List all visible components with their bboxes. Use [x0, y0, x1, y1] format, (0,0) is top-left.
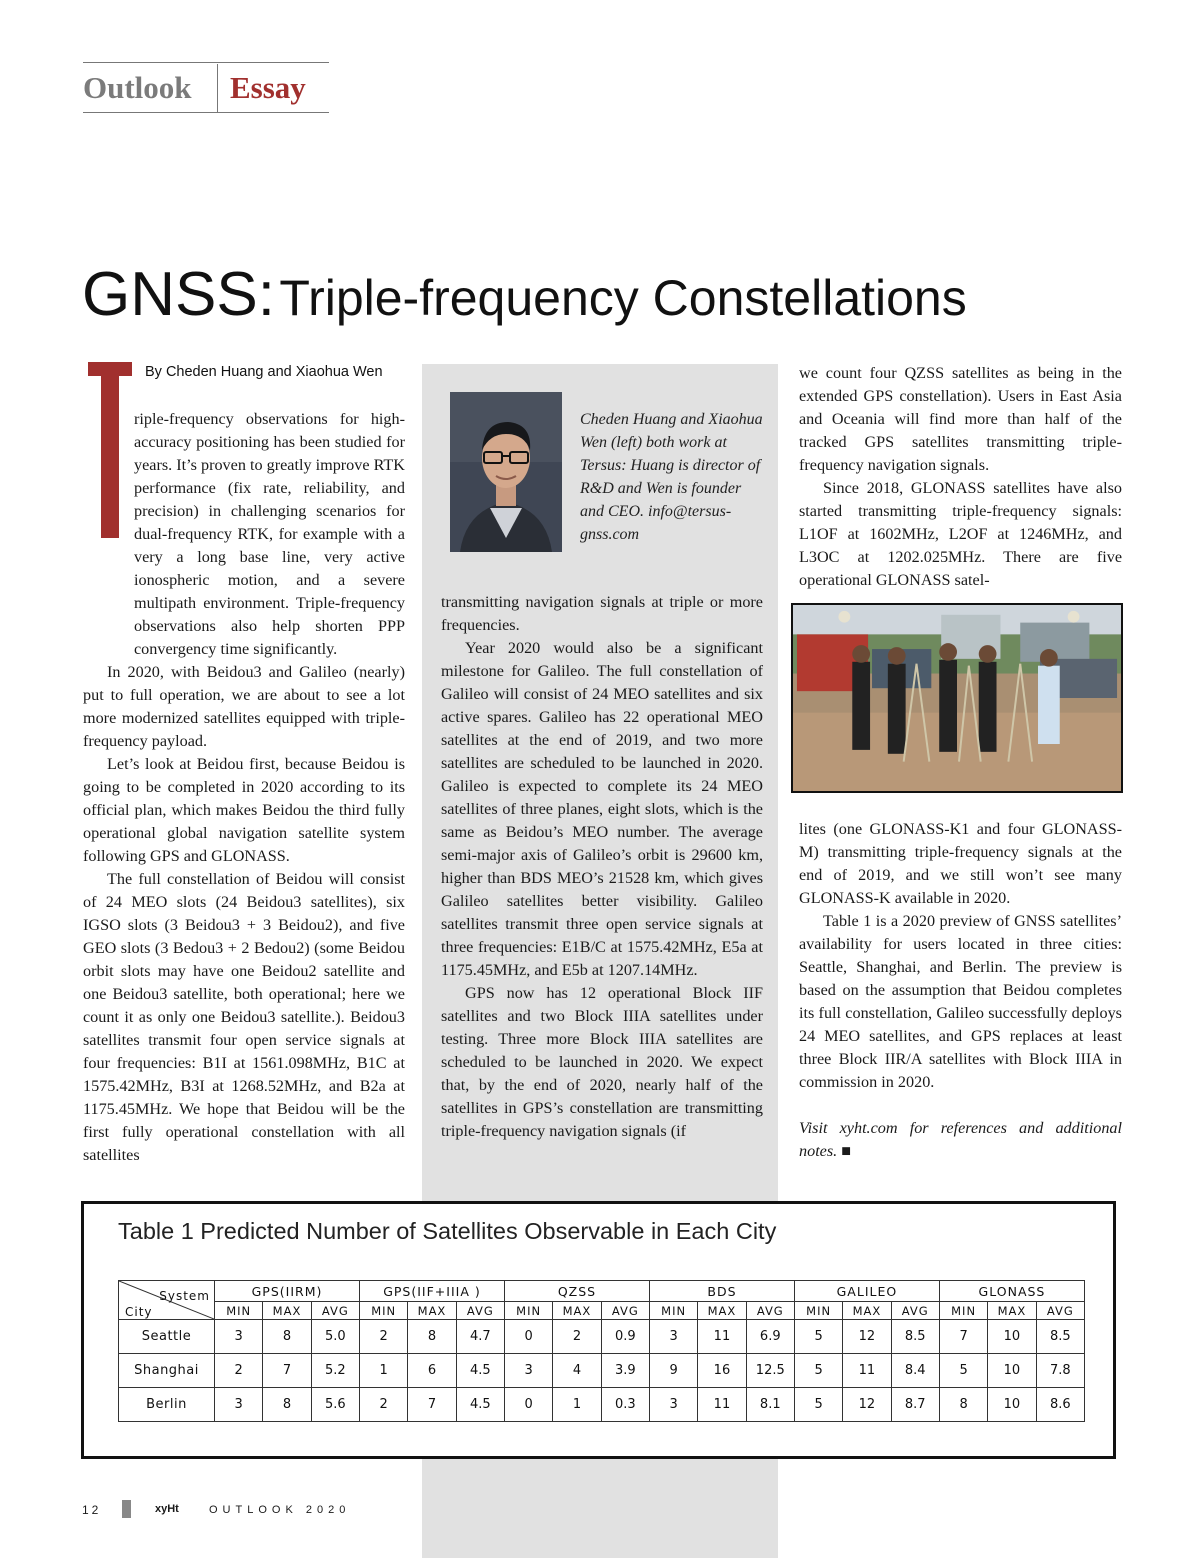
col1-para-2: In 2020, with Beidou3 and Galileo (nearly) put to full operation, we are about to see a lot more modernized satellites equipped with triple-frequency payload. [83, 663, 405, 750]
section-label: Outlook [83, 70, 192, 105]
value-cell: 12 [843, 1320, 891, 1354]
title-main: Triple-frequency Constellations [279, 270, 967, 326]
col2-para-1: transmitting navigation signals at triple or more frequencies. [441, 593, 763, 634]
value-cell: 0 [504, 1388, 552, 1422]
value-cell: 3 [649, 1320, 697, 1354]
article-title [82, 255, 967, 351]
subheader-cell: MAX [843, 1302, 891, 1320]
value-cell: 12 [843, 1388, 891, 1422]
value-cell: 4.5 [456, 1354, 504, 1388]
subheader-cell: MIN [215, 1302, 263, 1320]
subheader-cell: MIN [794, 1302, 842, 1320]
value-cell: 7 [263, 1354, 311, 1388]
value-cell: 8.7 [891, 1388, 939, 1422]
value-cell: 5 [794, 1354, 842, 1388]
table-body [119, 1320, 1085, 1422]
value-cell: 10 [988, 1388, 1036, 1422]
col1-para-4: The full constellation of Beidou will consist of 24 MEO slots (24 Beidou3 satellites), six IGSO slots (3 Beidou3 + 3 Beidou2), and five GEO slots (3 Bedou3 + 2 Bedou2) (some Beidou orbit slots may have one Beidou2 satellite and one Beidou3 satellite, both operational; here we count it as only one Beidou3 satellite.). Beidou3 satellites transmit four open service signals at four frequencies: B1I at 1561.098MHz, B1C at 1575.42MHz, B3I at 1268.52MHz, and B2a at 1175.45MHz. We hope that Beidou will be the first fully operational constellation with all satellites [83, 870, 405, 1164]
table-corner [119, 1281, 215, 1320]
field-team-photo [791, 603, 1123, 793]
value-cell: 2 [553, 1320, 601, 1354]
footer-bar [122, 1500, 131, 1518]
satellite-table [118, 1280, 1085, 1422]
value-cell: 3 [215, 1388, 263, 1422]
city-cell: Berlin [119, 1388, 215, 1422]
value-cell: 8.4 [891, 1354, 939, 1388]
value-cell: 8 [263, 1320, 311, 1354]
value-cell: 6 [408, 1354, 456, 1388]
system-header: QZSS [504, 1281, 649, 1302]
header-rule-bottom [83, 112, 329, 113]
col3-para-4: Table 1 is a 2020 preview of GNSS satellites’ availability for users located in three cities: Seattle, Shanghai, and Berlin. The preview is based on the assumption that Beidou completes its full constellation, Galileo successfully deploys 24 MEO satellites, and GPS replaces at least three Block IIR/A satellites with Block IIIA in commission in 2020. [799, 912, 1122, 1091]
col1-para-1: riple-frequency observations for high-accuracy positioning has been studied for years. It’s proven to greatly improve RTK performance (fix rate, reliability, and precision) in challenging scenarios for dual-frequency RTK, for example with a very a long base line, very active ionospheric motion, and a severe multipath environment. Triple-frequency observations also help shorten PPP convergency time significantly. [134, 410, 405, 658]
value-cell: 16 [698, 1354, 746, 1388]
subheader-row [119, 1302, 1085, 1320]
value-cell: 1 [359, 1354, 407, 1388]
value-cell: 5.2 [311, 1354, 359, 1388]
city-cell: Shanghai [119, 1354, 215, 1388]
subheader-cell: AVG [311, 1302, 359, 1320]
value-cell: 5 [939, 1354, 987, 1388]
subheader-cell: MIN [504, 1302, 552, 1320]
value-cell: 3 [215, 1320, 263, 1354]
col1-para-1-head [83, 408, 405, 661]
value-cell: 10 [988, 1320, 1036, 1354]
col3-para-2: Since 2018, GLONASS satellites have also started transmitting triple-frequency signals: L1OF at 1602MHz, L2OF at 1246MHz, and L3OC at 1202.025MHz. There are five operational GLONASS satel- [799, 479, 1122, 589]
col1-para-3: Let’s look at Beidou first, because Beidou is going to be completed in 2020 according to its official plan, which makes Beidou the third fully operational global navigation satellite system following GPS and GLONASS. [83, 755, 405, 865]
value-cell: 0 [504, 1320, 552, 1354]
subheader-cell: AVG [456, 1302, 504, 1320]
value-cell: 11 [698, 1320, 746, 1354]
col2-para-2: Year 2020 would also be a significant milestone for Galileo. The full constellation of Galileo will consist of 24 MEO satellites and six active spares. Galileo has 22 operational MEO satellites at the end of 2019, and two more satellites are scheduled to be launched in 2020. Galileo is expected to complete its 24 MEO satellites of three planes, eight slots, which is the same as Beidou’s MEO number. The average semi-major axis of Galileo’s orbit is 29600 km, higher than BDS MEO’s 21528 km, which gives Galileo satellites better visibility. Galileo satellites transmit three open service signals at three frequencies: E1B/C at 1575.42MHz, E5a at 1175.45MHz, and E5b at 1207.14MHz. [441, 639, 763, 979]
subheader-cell: MAX [988, 1302, 1036, 1320]
value-cell: 6.9 [746, 1320, 794, 1354]
value-cell: 5 [794, 1320, 842, 1354]
table-row [119, 1320, 1085, 1354]
column-3-bottom [799, 818, 1122, 1163]
value-cell: 4.7 [456, 1320, 504, 1354]
end-mark: ■ [841, 1142, 852, 1160]
subheader-cell: AVG [601, 1302, 649, 1320]
drop-cap-letter: T [110, 462, 111, 463]
footer-brand: xyHt [155, 1503, 179, 1515]
col2-para-3: GPS now has 12 operational Block IIF satellites and two Block IIIA satellites under testing. Three more Block IIIA satellites are scheduled to be launched in 2020. We expect that, by the end of 2020, nearly half of the satellites in GPS’s constellation are transmitting triple-frequency navigation signals (if [441, 984, 763, 1140]
value-cell: 5 [794, 1388, 842, 1422]
value-cell: 9 [649, 1354, 697, 1388]
subheader-cell: AVG [1036, 1302, 1084, 1320]
header-rule-top [83, 62, 329, 63]
value-cell: 8.6 [1036, 1388, 1084, 1422]
system-header: GPS(IIRM) [215, 1281, 360, 1302]
footer-publication: OUTLOOK 2020 [209, 1504, 351, 1516]
header-separator [217, 64, 218, 112]
corner-city: City [125, 1305, 153, 1319]
subsection-label: Essay [230, 70, 306, 105]
system-header: GLONASS [939, 1281, 1084, 1302]
value-cell: 1 [553, 1388, 601, 1422]
corner-system: System [159, 1289, 210, 1303]
value-cell: 2 [359, 1388, 407, 1422]
value-cell: 7 [939, 1320, 987, 1354]
subheader-cell: AVG [746, 1302, 794, 1320]
title-prefix: GNSS: [82, 260, 275, 329]
visit-note-line [799, 1117, 1122, 1163]
value-cell: 2 [359, 1320, 407, 1354]
system-header: GPS(IIF+IIIA ) [359, 1281, 504, 1302]
value-cell: 11 [843, 1354, 891, 1388]
subheader-cell: MAX [408, 1302, 456, 1320]
value-cell: 3.9 [601, 1354, 649, 1388]
table-row [119, 1354, 1085, 1388]
value-cell: 0.3 [601, 1388, 649, 1422]
value-cell: 2 [215, 1354, 263, 1388]
value-cell: 8.5 [1036, 1320, 1084, 1354]
value-cell: 7 [408, 1388, 456, 1422]
table-title: Table 1 Predicted Number of Satellites Observable in Each City [118, 1218, 777, 1244]
author-photo [450, 392, 562, 552]
value-cell: 8 [939, 1388, 987, 1422]
value-cell: 4.5 [456, 1388, 504, 1422]
value-cell: 4 [553, 1354, 601, 1388]
value-cell: 8 [263, 1388, 311, 1422]
subheader-cell: MIN [939, 1302, 987, 1320]
column-1 [83, 408, 405, 1167]
subheader-cell: MIN [359, 1302, 407, 1320]
value-cell: 12.5 [746, 1354, 794, 1388]
value-cell: 11 [698, 1388, 746, 1422]
value-cell: 8 [408, 1320, 456, 1354]
value-cell: 5.6 [311, 1388, 359, 1422]
col3-para-1: we count four QZSS satellites as being in the extended GPS constellation). Users in East Asia and Oceania will find more than half of the tracked GPS satellites transmitting triple-frequency navigation signals. [799, 364, 1122, 474]
value-cell: 0.9 [601, 1320, 649, 1354]
subheader-cell: AVG [891, 1302, 939, 1320]
system-header: GALILEO [794, 1281, 939, 1302]
value-cell: 8.5 [891, 1320, 939, 1354]
page-number: 12 [82, 1503, 102, 1517]
value-cell: 10 [988, 1354, 1036, 1388]
photo-caption: Cheden Huang and Xiaohua Wen (left) both work at Tersus: Huang is director of R&D and Wen is founder and CEO. info@tersus-gnss.com [580, 411, 763, 543]
col3-para-3: lites (one GLONASS-K1 and four GLONASS-M) transmitting triple-frequency signals at the end of 2019, and we still won’t see many GLONASS-K available in 2020. [799, 820, 1122, 907]
byline: By Cheden Huang and Xiaohua Wen [145, 364, 383, 380]
value-cell: 7.8 [1036, 1354, 1084, 1388]
value-cell: 3 [649, 1388, 697, 1422]
column-3-top [799, 362, 1122, 592]
value-cell: 3 [504, 1354, 552, 1388]
subheader-cell: MAX [698, 1302, 746, 1320]
system-header: BDS [649, 1281, 794, 1302]
visit-note: Visit xyht.com for references and additional notes. [799, 1119, 1122, 1160]
subheader-cell: MAX [553, 1302, 601, 1320]
subheader-cell: MAX [263, 1302, 311, 1320]
table-row [119, 1388, 1085, 1422]
subheader-cell: MIN [649, 1302, 697, 1320]
value-cell: 8.1 [746, 1388, 794, 1422]
value-cell: 5.0 [311, 1320, 359, 1354]
column-2 [441, 591, 763, 1143]
city-cell: Seattle [119, 1320, 215, 1354]
